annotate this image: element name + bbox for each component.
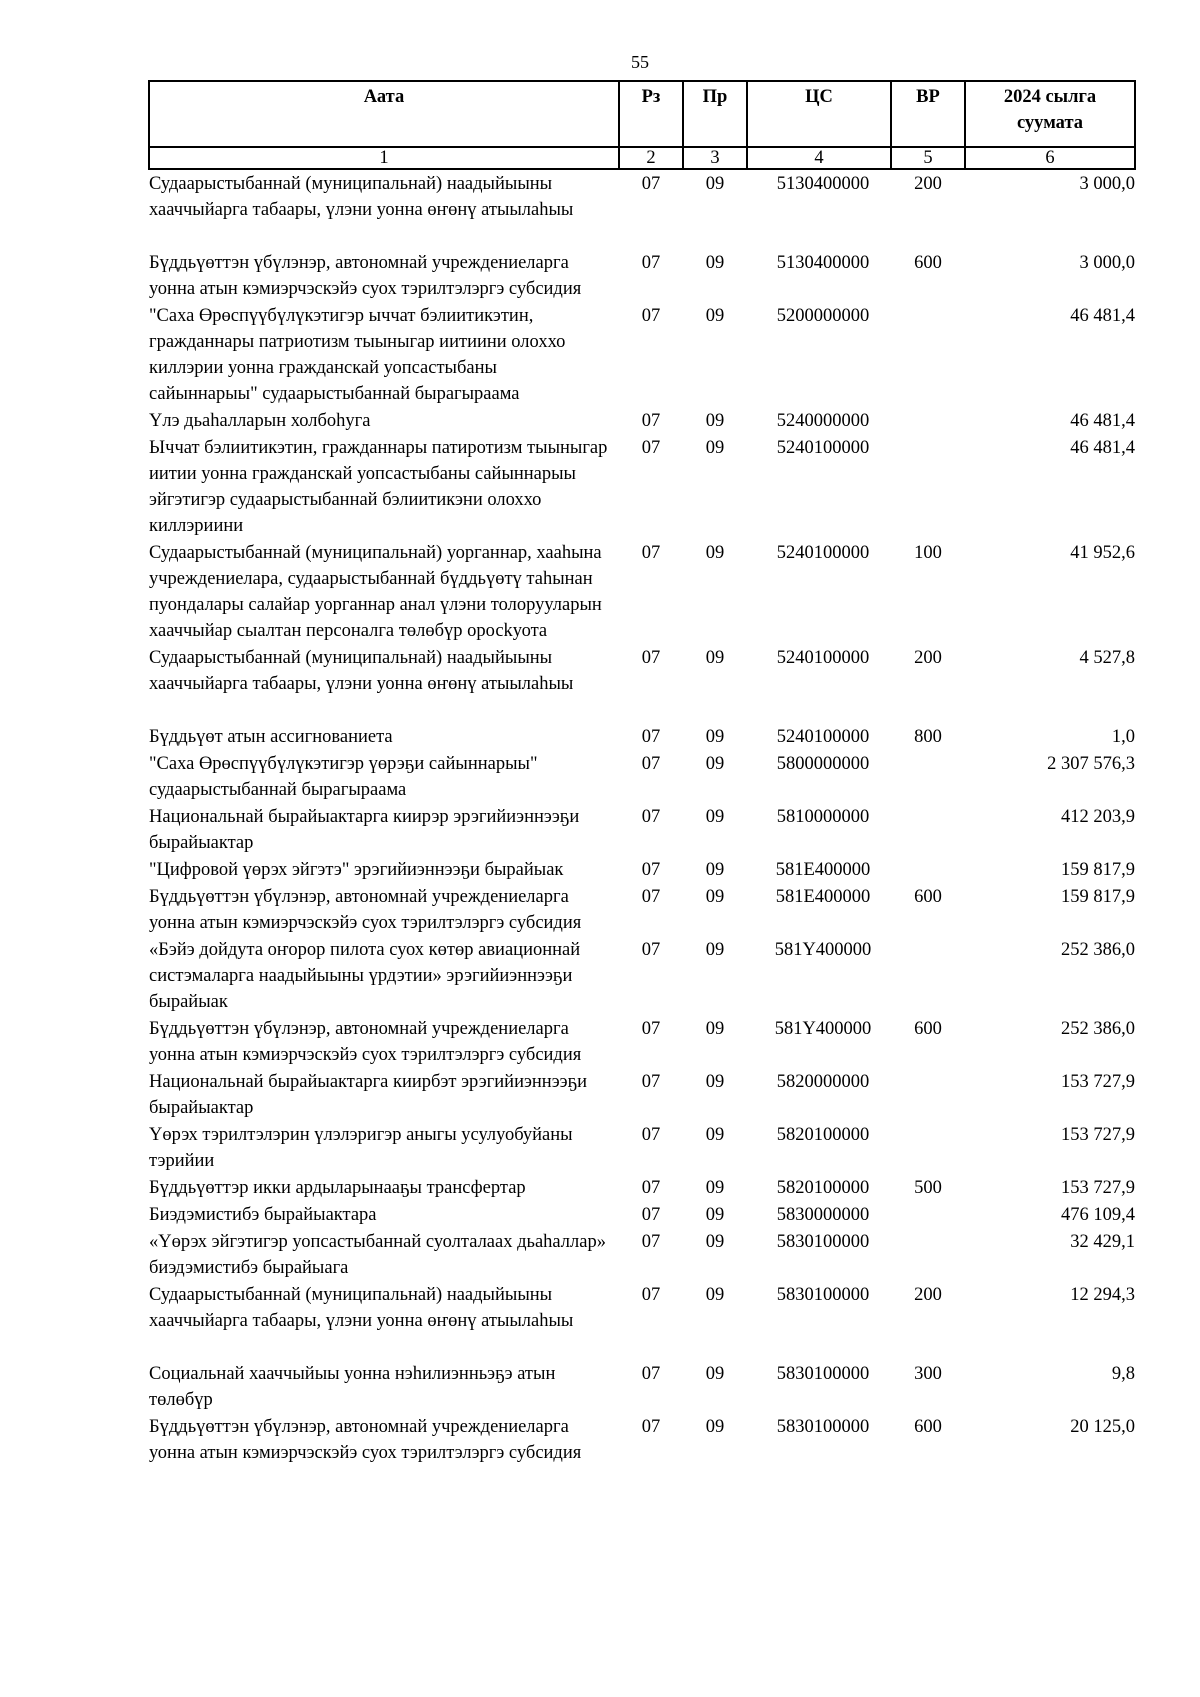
row-amount: 159 817,9 xyxy=(1061,887,1135,907)
row-name: Бүддьүөт атын ассигнованиета xyxy=(149,727,393,747)
row-pr: 09 xyxy=(705,411,725,431)
table-row xyxy=(149,302,1135,407)
row-cs: 5830100000 xyxy=(776,1232,870,1252)
table-row xyxy=(149,1228,1135,1281)
col-number: 2 xyxy=(619,147,683,169)
row-amount: 2 307 576,3 xyxy=(1047,754,1135,774)
table-row xyxy=(149,1015,1135,1068)
row-pr: 09 xyxy=(705,174,725,194)
table-row xyxy=(149,434,1135,539)
row-amount: 476 109,4 xyxy=(1061,1205,1135,1225)
row-vr xyxy=(891,936,965,1015)
row-vr: 500 xyxy=(914,1178,942,1198)
row-rz: 07 xyxy=(641,1019,661,1039)
row-cs: 5830100000 xyxy=(776,1417,870,1437)
row-pr: 09 xyxy=(705,887,725,907)
row-amount: 153 727,9 xyxy=(1061,1178,1135,1198)
row-vr xyxy=(891,750,965,803)
table-row xyxy=(149,750,1135,803)
row-vr: 100 xyxy=(914,543,942,563)
row-rz: 07 xyxy=(641,411,661,431)
row-vr xyxy=(891,1121,965,1174)
row-cs: 5130400000 xyxy=(776,174,870,194)
table-row xyxy=(149,1121,1135,1174)
row-name: Судаарыстыбаннай (муниципальнай) наадыйыыны хааччыйарга табаары, үлэни уонна өҥөнү атыылаһыы xyxy=(149,648,574,694)
row-name: "Цифровой үөрэх эйгэтэ" эрэгийиэннээҕи бырайыак xyxy=(149,860,564,880)
col-number: 4 xyxy=(747,147,891,169)
col-number: 3 xyxy=(683,147,747,169)
row-pr: 09 xyxy=(705,1125,725,1145)
row-vr: 800 xyxy=(914,727,942,747)
row-vr xyxy=(891,1228,965,1281)
row-amount: 4 527,8 xyxy=(1079,648,1135,668)
row-name: Үөрэх тэрилтэлэрин үлэлэригэр аныгы усулуобуйаны тэрийии xyxy=(149,1125,573,1171)
row-cs: 5200000000 xyxy=(776,306,870,326)
row-amount: 3 000,0 xyxy=(1079,174,1135,194)
row-rz: 07 xyxy=(641,807,661,827)
row-pr: 09 xyxy=(705,1232,725,1252)
row-name: Биэдэмистибэ бырайыактара xyxy=(149,1205,377,1225)
row-amount: 153 727,9 xyxy=(1061,1125,1135,1145)
row-name: Үлэ дьаһалларын холбоһуга xyxy=(149,411,371,431)
table-body xyxy=(149,169,1135,1466)
row-amount: 1,0 xyxy=(1111,727,1135,747)
row-cs: 581Y400000 xyxy=(774,940,872,960)
row-vr: 600 xyxy=(914,253,942,273)
table-row xyxy=(149,249,1135,302)
table-row xyxy=(149,723,1135,750)
row-name: Судаарыстыбаннай (муниципальнай) наадыйыыны хааччыйарга табаары, үлэни уонна өҥөнү атыылаһыы xyxy=(149,1285,574,1331)
row-name: Судаарыстыбаннай (муниципальнай) наадыйыыны хааччыйарга табаары, үлэни уонна өҥөнү атыылаһыы xyxy=(149,174,574,220)
row-vr: 300 xyxy=(914,1364,942,1384)
row-amount: 12 294,3 xyxy=(1070,1285,1135,1305)
row-name: Бүддьүөттэр икки ардыларынааҕы трансфертар xyxy=(149,1178,526,1198)
row-amount: 159 817,9 xyxy=(1061,860,1135,880)
row-pr: 09 xyxy=(705,438,725,458)
row-rz: 07 xyxy=(641,174,661,194)
row-pr: 09 xyxy=(705,1364,725,1384)
row-name: «Үөрэх эйгэтигэр уопсастыбаннай суолталаах дьаһаллар» биэдэмистибэ бырайыага xyxy=(149,1232,606,1278)
row-pr: 09 xyxy=(705,940,725,960)
row-vr: 200 xyxy=(914,174,942,194)
row-name: Бүддьүөттэн үбүлэнэр, автономнай учреждениеларга уонна атын кэмиэрчэскэйэ суох тэрилтэлэргэ субсидия xyxy=(149,887,582,933)
row-amount: 46 481,4 xyxy=(1070,306,1135,326)
row-pr: 09 xyxy=(705,727,725,747)
table-row xyxy=(149,644,1135,723)
row-amount: 41 952,6 xyxy=(1070,543,1135,563)
row-name: Бүддьүөттэн үбүлэнэр, автономнай учреждениеларга уонна атын кэмиэрчэскэйэ суох тэрилтэлэргэ субсидия xyxy=(149,253,582,299)
col-number: 5 xyxy=(891,147,965,169)
row-vr: 200 xyxy=(914,648,942,668)
row-cs: 5820100000 xyxy=(776,1178,870,1198)
row-cs: 5130400000 xyxy=(776,253,870,273)
table-row xyxy=(149,1201,1135,1228)
row-pr: 09 xyxy=(705,253,725,273)
page-number: 55 xyxy=(631,52,649,72)
row-amount: 20 125,0 xyxy=(1070,1417,1135,1437)
row-name: Национальнай бырайыактарга киирбэт эрэгийиэннээҕи бырайыактар xyxy=(149,1072,588,1118)
budget-table xyxy=(148,80,1136,1466)
table-row xyxy=(149,1413,1135,1466)
row-name: Ыччат бэлиитикэтин, гражданнары патиротизм тыыныгар иитии уонна гражданскай уопсастыбаны сайыннарыы эйгэтигэр судаарыстыбаннай бэлиитикэни олоххо киллэриини xyxy=(149,438,608,536)
header-cs: ЦС xyxy=(747,81,891,147)
row-vr xyxy=(891,434,965,539)
row-rz: 07 xyxy=(641,1232,661,1252)
row-amount: 252 386,0 xyxy=(1061,940,1135,960)
row-cs: 581E400000 xyxy=(775,860,871,880)
row-cs: 5820100000 xyxy=(776,1125,870,1145)
table-row xyxy=(149,169,1135,249)
row-rz: 07 xyxy=(641,887,661,907)
row-pr: 09 xyxy=(705,543,725,563)
row-amount: 3 000,0 xyxy=(1079,253,1135,273)
table-row xyxy=(149,883,1135,936)
row-vr: 600 xyxy=(914,1019,942,1039)
header-name: Аата xyxy=(149,81,619,147)
row-cs: 5820000000 xyxy=(776,1072,870,1092)
row-vr: 600 xyxy=(914,887,942,907)
row-vr xyxy=(891,803,965,856)
row-rz: 07 xyxy=(641,1125,661,1145)
row-name: Национальнай бырайыактарга киирэр эрэгийиэннээҕи бырайыактар xyxy=(149,807,580,853)
row-rz: 07 xyxy=(641,727,661,747)
row-vr xyxy=(891,856,965,883)
row-amount: 412 203,9 xyxy=(1061,807,1135,827)
header-vr: ВР xyxy=(891,81,965,147)
row-rz: 07 xyxy=(641,1417,661,1437)
row-vr xyxy=(891,1201,965,1228)
row-amount: 153 727,9 xyxy=(1061,1072,1135,1092)
row-rz: 07 xyxy=(641,1178,661,1198)
table-row xyxy=(149,1174,1135,1201)
row-rz: 07 xyxy=(641,940,661,960)
row-name: Бүддьүөттэн үбүлэнэр, автономнай учреждениеларга уонна атын кэмиэрчэскэйэ суох тэрилтэлэргэ субсидия xyxy=(149,1417,582,1463)
table-row xyxy=(149,539,1135,644)
row-pr: 09 xyxy=(705,306,725,326)
header-rz: Рз xyxy=(619,81,683,147)
row-vr xyxy=(891,302,965,407)
table-row xyxy=(149,803,1135,856)
row-cs: 581Y400000 xyxy=(774,1019,872,1039)
row-name: Судаарыстыбаннай (муниципальнай) уорганнар, хааһына учреждениелара, судаарыстыбаннай бүддьүөтү таһынан пуондалары салайар уорганнар анал үлэни толорууларын хааччыйар сыалтан персоналга төлөбүр оросkуота xyxy=(149,543,602,641)
row-amount: 46 481,4 xyxy=(1070,438,1135,458)
row-name: «Бэйэ дойдута оҥорор пилота суох көтөр авиационнай систэмаларга наадыйыыны үрдэтии» эрэгийиэннээҕи бырайыак xyxy=(149,940,581,1012)
row-vr xyxy=(891,407,965,434)
row-amount: 9,8 xyxy=(1111,1364,1135,1384)
row-cs: 5830000000 xyxy=(776,1205,870,1225)
header-pr: Пр xyxy=(683,81,747,147)
row-rz: 07 xyxy=(641,1285,661,1305)
row-name: "Саха Өрөспүүбүлүкэтигэр ыччат бэлиитикэтин, гражданнары патриотизм тыыныгар иитиини олоххо киллэрии уонна гражданскай уопсастыбаны сайыннарыы" судаарыстыбаннай бырагыраама xyxy=(149,306,566,404)
table-row xyxy=(149,1068,1135,1121)
row-pr: 09 xyxy=(705,1019,725,1039)
row-amount: 46 481,4 xyxy=(1070,411,1135,431)
col-number: 6 xyxy=(965,147,1135,169)
row-pr: 09 xyxy=(705,807,725,827)
row-vr xyxy=(891,1068,965,1121)
row-pr: 09 xyxy=(705,1417,725,1437)
row-cs: 5810000000 xyxy=(776,807,870,827)
row-cs: 5830100000 xyxy=(776,1285,870,1305)
row-rz: 07 xyxy=(641,648,661,668)
row-rz: 07 xyxy=(641,438,661,458)
row-cs: 5240100000 xyxy=(776,543,870,563)
row-cs: 5240100000 xyxy=(776,648,870,668)
row-pr: 09 xyxy=(705,754,725,774)
table-row xyxy=(149,936,1135,1015)
row-rz: 07 xyxy=(641,306,661,326)
row-cs: 5240000000 xyxy=(776,411,870,431)
row-amount: 32 429,1 xyxy=(1070,1232,1135,1252)
col-number: 1 xyxy=(149,147,619,169)
row-cs: 5240100000 xyxy=(776,727,870,747)
row-rz: 07 xyxy=(641,1072,661,1092)
row-name: Бүддьүөттэн үбүлэнэр, автономнай учреждениеларга уонна атын кэмиэрчэскэйэ суох тэрилтэлэргэ субсидия xyxy=(149,1019,582,1065)
table-row xyxy=(149,1360,1135,1413)
row-pr: 09 xyxy=(705,1072,725,1092)
row-pr: 09 xyxy=(705,860,725,880)
row-vr: 200 xyxy=(914,1285,942,1305)
row-name: "Саха Өрөспүүбүлүкэтигэр үөрэҕи сайыннарыы" судаарыстыбаннай бырагыраама xyxy=(149,754,538,800)
table-row xyxy=(149,407,1135,434)
row-pr: 09 xyxy=(705,1285,725,1305)
row-cs: 5240100000 xyxy=(776,438,870,458)
row-rz: 07 xyxy=(641,253,661,273)
row-rz: 07 xyxy=(641,543,661,563)
row-cs: 5830100000 xyxy=(776,1364,870,1384)
row-rz: 07 xyxy=(641,1205,661,1225)
row-pr: 09 xyxy=(705,1178,725,1198)
row-cs: 581E400000 xyxy=(775,887,871,907)
row-amount: 252 386,0 xyxy=(1061,1019,1135,1039)
row-name: Социальнай хааччыйыы уонна нэһилиэнньэҕэ атын төлөбүр xyxy=(149,1364,556,1410)
row-vr: 600 xyxy=(914,1417,942,1437)
row-cs: 5800000000 xyxy=(776,754,870,774)
table-row xyxy=(149,1281,1135,1360)
row-rz: 07 xyxy=(641,860,661,880)
row-pr: 09 xyxy=(705,648,725,668)
row-rz: 07 xyxy=(641,1364,661,1384)
table-header xyxy=(149,81,1135,169)
row-pr: 09 xyxy=(705,1205,725,1225)
table-row xyxy=(149,856,1135,883)
row-rz: 07 xyxy=(641,754,661,774)
header-amount: 2024 сылга суумата xyxy=(965,81,1135,147)
